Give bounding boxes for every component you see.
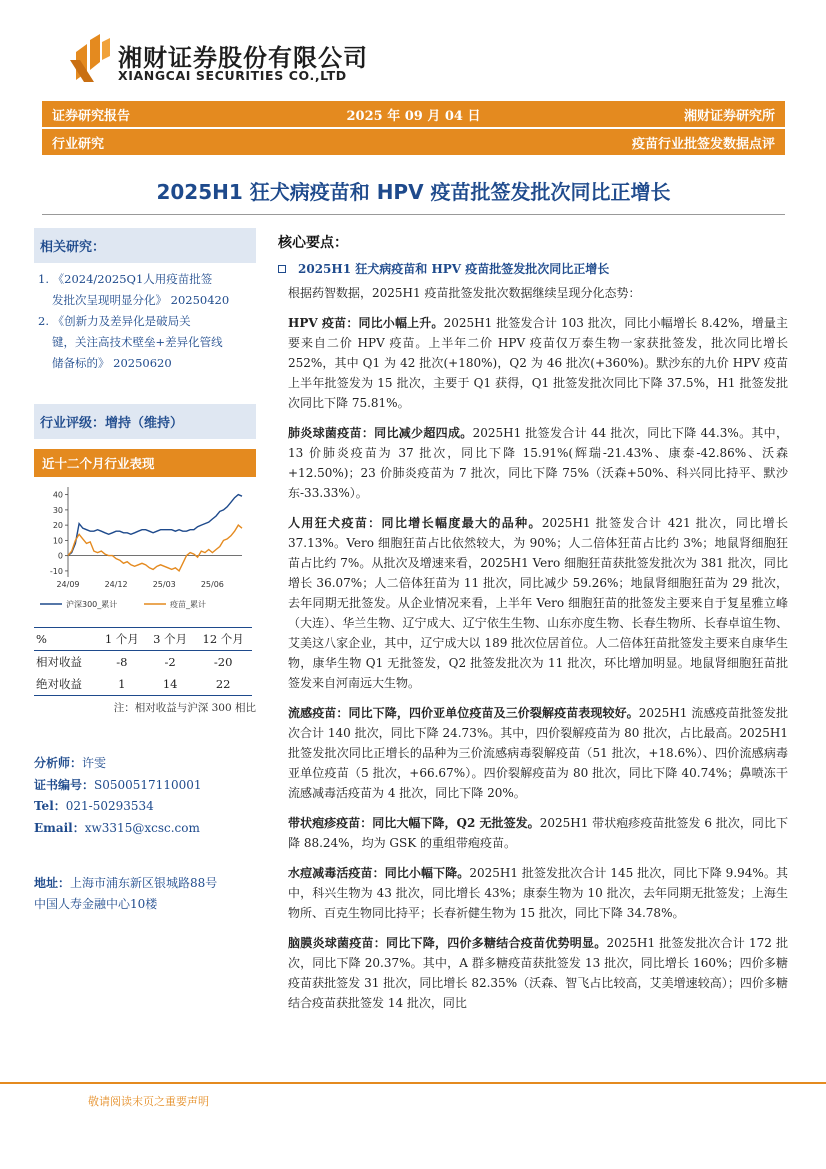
email-link[interactable]: xw3315@xcsc.com — [84, 820, 200, 835]
intro-text: 根据药智数据，2025H1 疫苗批签发批次数据继续呈现分化态势： — [288, 286, 641, 300]
report-category: 行业研究 — [52, 136, 105, 152]
y-tick-label: 20 — [52, 521, 63, 531]
table-header: % — [34, 628, 98, 651]
x-tick-label: 25/06 — [200, 580, 224, 589]
table-header: 1 个月 — [98, 628, 146, 651]
analyst-contact: 分析师：许雯 证书编号：S0500517110001 Tel：021-50293534 Email：xw3315@xcsc.com — [34, 756, 202, 835]
table-header: 3 个月 — [146, 628, 194, 651]
report-date: 2025 年 09 月 04 日 — [346, 108, 481, 124]
related-research-list — [34, 263, 256, 374]
table-row: 相对收益 -8 -2 -20 — [36, 655, 233, 669]
address: 地址：上海市浦东新区银城路88号 中国人寿金融中心10楼 — [34, 876, 218, 911]
paragraph: 肺炎球菌疫苗：同比减少超四成。2025H1 批签发合计 44 批次，同比下降 44.3%。其中，13 价肺炎疫苗为 37 批次，同比下降 15.91%(辉瑞-21.43%、康泰-42.86%、沃森+12.50%)；23 价肺炎疫苗为 7 批次，同比下降 75%（沃森+50%、科兴同比持平、默沙东-33.33%）。 — [288, 426, 788, 500]
title-divider — [42, 214, 785, 215]
main-content — [278, 232, 788, 1013]
cert-number: S0500517110001 — [94, 777, 202, 792]
company-logo-icon — [70, 34, 112, 84]
performance-table — [34, 627, 252, 696]
table-row: 绝对收益 1 14 22 — [34, 673, 252, 696]
series-line — [68, 495, 242, 556]
sidebar — [34, 228, 256, 915]
table-note: 注：相对收益与沪深 300 相比 — [113, 702, 256, 714]
tel-number: 021-50293534 — [65, 799, 154, 813]
x-tick-label: 24/12 — [104, 580, 128, 589]
x-tick-label: 24/09 — [56, 580, 80, 589]
performance-heading: 近十二个月行业表现 — [34, 449, 256, 477]
paragraph: 带状疱疹疫苗：同比大幅下降，Q2 无批签发。2025H1 带状疱疹疫苗批签发 6 批次，同比下降 88.24%，均为 GSK 的重组带疱疫苗。 — [288, 816, 789, 850]
related-item[interactable]: 1. 《2024/2025Q1人用疫苗批签 发批次呈现明显分化》 20250420 — [38, 272, 230, 307]
report-topic: 疫苗行业批签发数据点评 — [631, 136, 775, 152]
institute-name: 湘财证券研究所 — [683, 108, 775, 124]
page-title: 2025H1 狂犬病疫苗和 HPV 疫苗批签发批次同比正增长 — [156, 180, 671, 204]
paragraph: 流感疫苗：同比下降，四价亚单位疫苗及三价裂解疫苗表现较好。2025H1 流感疫苗批签发批次合计 140 批次，同比下降 24.73%。其中，四价裂解疫苗为 80 批次，占比最高。2025H1 批签发批次同比正增长的品种为三价流感病毒裂解疫苗（51 批次，+18.6%）、四价流感病毒亚单位疫苗（5 批次，+66.67%）。四价裂解疫苗为 80 批次，同比下降 40.74%；鼻喷冻干流感减毒活疫苗为 4 批次，同比下降 20%。 — [288, 706, 788, 800]
key-points-heading: 核心要点： — [278, 235, 348, 251]
paragraph: 人用狂犬疫苗：同比增长幅度最大的品种。2025H1 批签发合计 421 批次，同比增长 37.13%。Vero 细胞狂苗占比依然较大，为 90%；人二倍体狂苗占比约 3%；地鼠肾细胞狂苗占比约 7%。从批次及增速来看，2025H1 Vero 细胞狂苗获批签发批次为 381 批次，同比增长 36.07%；人二倍体狂苗为 11 批次，同比减少 59.26%；地鼠肾细胞狂苗为 29 批次，去年同期无批签发。从企业情况来看，上半年 Vero 细胞狂苗的批签发主要来自于复星雅立峰（大连）、华兰生物、辽宁成大、辽宁依生生物、山东亦度生物、长春生物所、长春卓谊生物、艾美这八家企业，其中，辽宁成大以 189 批次位居首位。人二倍体狂苗批签发主要来自康华生物，康华生物 Q1 无批签发，Q2 批签发批次为 11 批次，环比增加明显。地鼠肾细胞狂苗批签发来自河南远大生物。 — [288, 516, 788, 690]
performance-chart — [34, 481, 252, 621]
header-band-2 — [42, 129, 785, 155]
paragraph: HPV 疫苗：同比小幅上升。2025H1 批签发合计 103 批次，同比小幅增长 8.42%，增量主要来自二价 HPV 疫苗。上半年二价 HPV 疫苗仅万泰生物一家获批签发，批次同比增长 252%，其中 Q1 为 42 批次(+180%)，Q2 为 46 批次(+360%)。默沙东的九价 HPV 疫苗上半年批签发为 15 批次，主要于 Q1 获得，Q1 批签发批次同比下降 37.5%，H1 批签发批次同比下降 75.81%。 — [288, 316, 788, 410]
y-tick-label: 10 — [52, 536, 63, 546]
legend-label: 沪深300_累计 — [66, 600, 118, 609]
analyst-name: 许雯 — [82, 756, 107, 770]
related-item[interactable]: 2. 《创新力及差异化是破局关 键，关注高技术壁垒+差异化管线 储备标的》 20250620 — [38, 314, 223, 370]
legend-label: 疫苗_累计 — [170, 600, 206, 609]
y-tick-label: 30 — [52, 505, 63, 515]
x-tick-label: 25/03 — [152, 580, 176, 589]
footer-divider — [0, 1082, 826, 1084]
checkbox-square-icon — [278, 265, 286, 273]
footer-disclaimer[interactable]: 敬请阅读末页之重要声明 — [88, 1095, 209, 1108]
related-research-heading: 相关研究： — [34, 228, 256, 263]
paragraph-list — [278, 313, 788, 1013]
y-tick-label: -10 — [49, 566, 63, 576]
company-name-cn: 湘财证券股份有限公司 — [118, 44, 368, 72]
industry-rating: 行业评级：增持（维持） — [34, 404, 256, 439]
y-tick-label: 0 — [57, 551, 63, 561]
table-header: 12 个月 — [194, 628, 252, 651]
report-type: 证券研究报告 — [52, 108, 131, 124]
key-point-subheading: 2025H1 狂犬病疫苗和 HPV 疫苗批签发批次同比正增长 — [278, 260, 788, 277]
y-tick-label: 40 — [52, 490, 63, 500]
paragraph: 脑膜炎球菌疫苗：同比下降，四价多糖结合疫苗优势明显。2025H1 批签发批次合计 172 批次，同比下降 20.37%。其中，A 群多糖疫苗获批签发 13 批次，同比增长 160%；四价多糖疫苗获批签发 31 批次，同比增长 82.35%（沃森、智飞占比较高，艾美增速较高）；四价多糖结合疫苗获批签发 14 批次，同比 — [288, 936, 788, 1010]
paragraph: 水痘减毒活疫苗：同比小幅下降。2025H1 批签发批次合计 145 批次，同比下降 9.94%。其中，科兴生物为 43 批次，同比增长 43%；康泰生物为 10 批次，去年同期无批签发；上海生物所、百克生物同比持平；长春祈健生物为 15 批次，同比下降 34.78%。 — [288, 866, 788, 920]
header-band-1 — [42, 101, 785, 127]
company-name-en: XIANGCAI SECURITIES CO.,LTD — [118, 68, 347, 83]
